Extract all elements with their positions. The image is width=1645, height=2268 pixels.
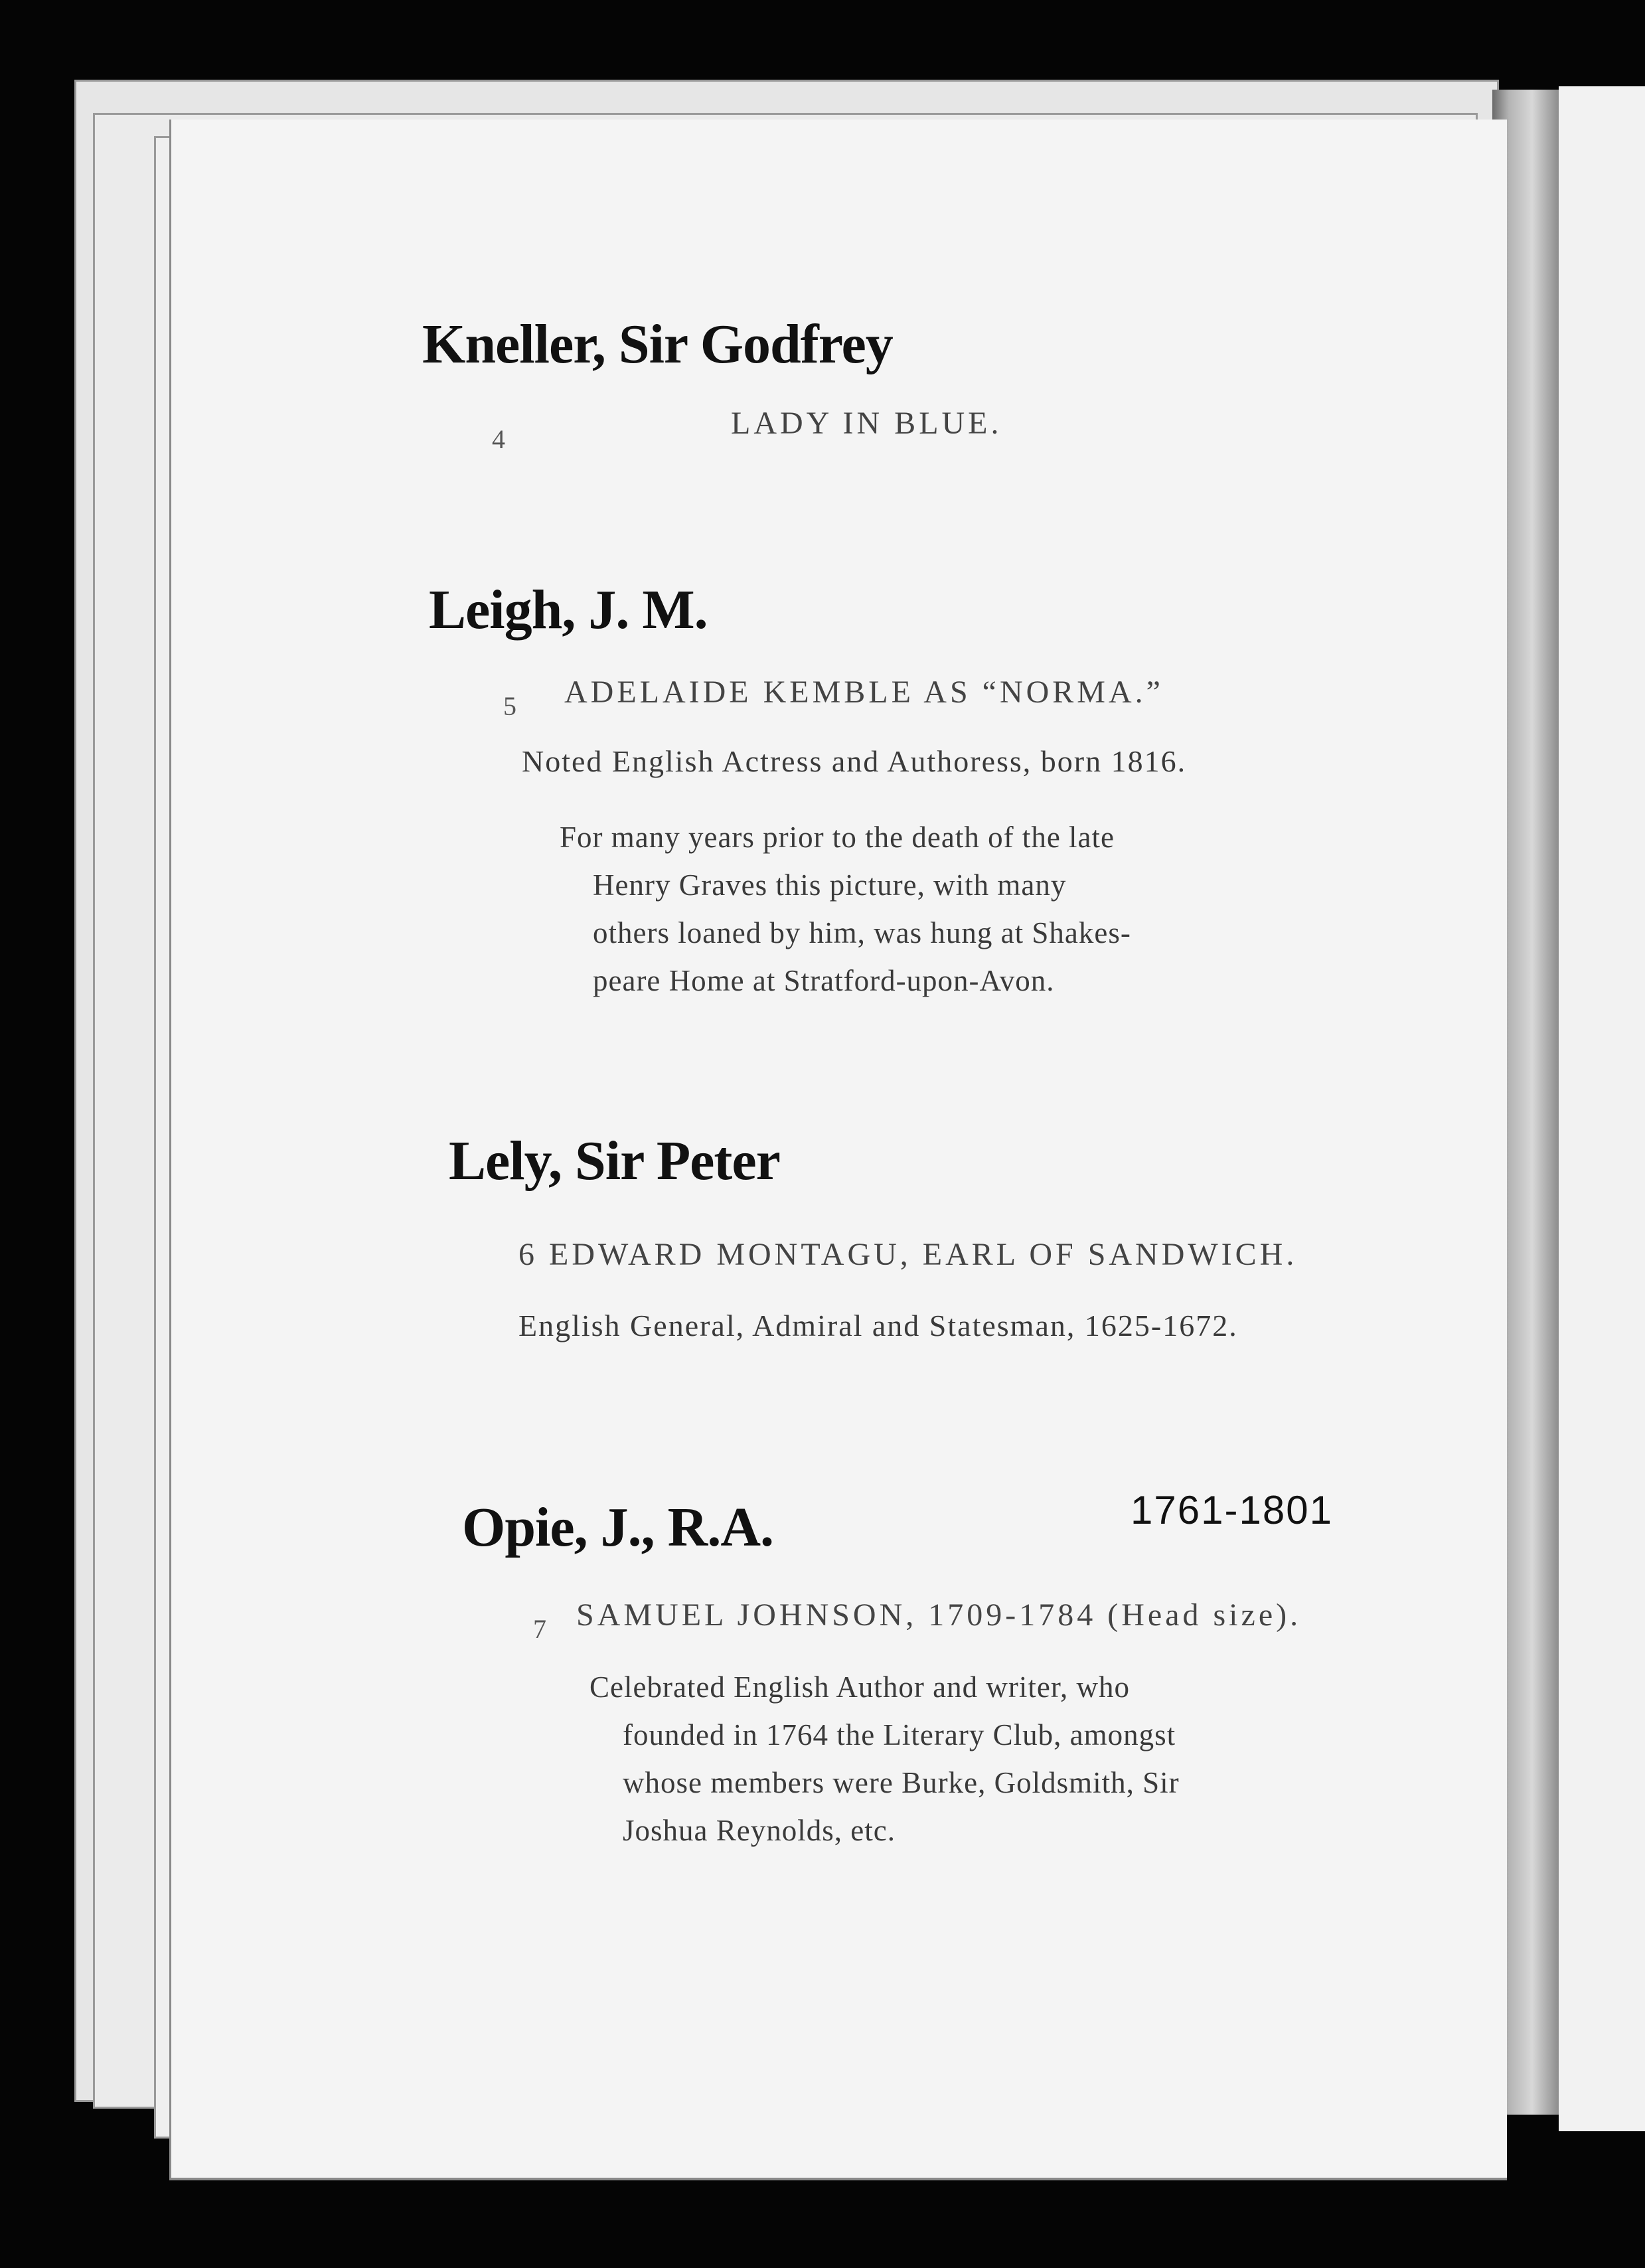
painting-title: 6 EDWARD MONTAGU, EARL OF SANDWICH. xyxy=(518,1237,1298,1272)
note-line: For many years prior to the death of the late xyxy=(560,821,1115,854)
painting-subtitle: Noted English Actress and Authoress, born 1816. xyxy=(522,744,1187,778)
note-line: whose members were Burke, Goldsmith, Sir xyxy=(623,1766,1180,1799)
artist-heading-opie: Opie, J., R.A. xyxy=(462,1497,773,1558)
painting-title: LADY IN BLUE. xyxy=(731,406,1002,441)
entry-number: 5 xyxy=(503,691,516,721)
painting-note xyxy=(560,813,1423,1005)
entry-number: 7 xyxy=(533,1614,546,1644)
painting-title: SAMUEL JOHNSON, 1709-1784 (Head size). xyxy=(576,1597,1302,1633)
note-line: founded in 1764 the Literary Club, amongst xyxy=(623,1718,1176,1751)
note-line: Joshua Reynolds, etc. xyxy=(623,1814,896,1847)
note-line: peare Home at Stratford-upon-Avon. xyxy=(593,964,1055,997)
artist-heading-kneller: Kneller, Sir Godfrey xyxy=(422,313,893,375)
painting-subtitle: English General, Admiral and Statesman, 1625-1672. xyxy=(518,1309,1238,1342)
artist-dates: 1761-1801 xyxy=(1131,1488,1333,1532)
entry-number: 4 xyxy=(492,424,505,454)
catalogue-page xyxy=(169,120,1507,2180)
artist-heading-lely: Lely, Sir Peter xyxy=(449,1130,780,1192)
artist-heading-leigh: Leigh, J. M. xyxy=(429,579,708,641)
note-line: Henry Graves this picture, with many xyxy=(593,868,1067,902)
adjacent-page xyxy=(1559,86,1645,2131)
painting-title: ADELAIDE KEMBLE AS “NORMA.” xyxy=(564,675,1164,710)
note-line: others loaned by him, was hung at Shakes- xyxy=(593,916,1131,949)
painting-note xyxy=(589,1663,1452,1854)
note-line: Celebrated English Author and writer, who xyxy=(589,1670,1131,1704)
